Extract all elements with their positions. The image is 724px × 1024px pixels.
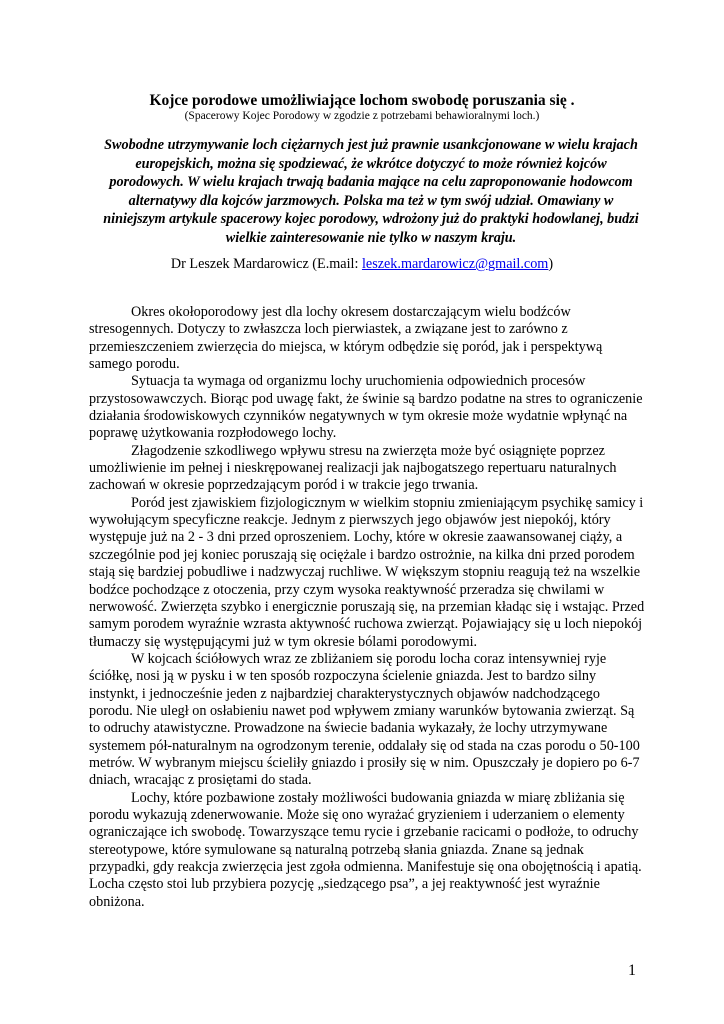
page-subtitle: (Spacerowy Kojec Porodowy w zgodzie z potrzebami behawioralnymi loch.): [184, 110, 540, 122]
author-line: [0, 255, 724, 273]
author-suffix: ): [548, 256, 554, 272]
author-name: Dr Leszek Mardarowicz (E.mail:: [170, 256, 362, 272]
article-body: [89, 304, 645, 911]
paragraph-5: W kojcach ściółowych wraz ze zbliżaniem się porodu locha coraz intensywniej ryje ściółkę, nosi ją w pysku i w ten sposób rozpoczyna ścielenie gniazda. Jest to bardzo silny instynkt, i jednocześnie jeden z najbardziej charakterystycznych objawów nadchodzącego porodu. Nie uległ on osłabieniu nawet pod wpływem zmiany warunków bytowania zwierząt. Są to odruchy atawistyczne. Prowadzone na świecie badania wykazały, że lochy utrzymywane systemem pół-naturalnym na ogrodzonym terenie, oddalały się od stada na czas porodu o 50-100 metrów. W wybranym miejscu ścieliły gniazdo i prosiły się w nim. Opuszczały je dopiero po 6-7 dniach, wracając z prosiętami do stada.: [89, 650, 640, 789]
paragraph-2: Sytuacja ta wymaga od organizmu lochy uruchomienia odpowiednich procesów przystosowawczych. Biorąc pod uwagę fakt, że świnie są bardzo podatne na stres to ograniczenie działania środowiskowych czynników negatywnych w tym okresie może wydatnie wpłynąć na poprawę użytkowania rozpłodowego lochy.: [89, 373, 643, 442]
author-email-link[interactable]: leszek.mardarowicz@gmail.com: [361, 256, 549, 272]
paragraph-3: Złagodzenie szkodliwego wpływu stresu na zwierzęta może być osiągnięte poprzez umożliwienie im pełnej i nieskrępowanej realizacji jak najbogatszego repertuaru naturalnych zachowań w okresie poprzedzającym poród i w trakcie jego trwania.: [89, 442, 617, 494]
abstract: Swobodne utrzymywanie loch ciężarnych jest już prawnie usankcjonowane w wielu krajach europejskich, można się spodziewać, że wkrótce dotyczyć to może również kojców porodowych. W wielu krajach trwają badania mające na celu zaproponowanie hodowcom alternatywy dla kojców jarzmowych. Polska ma też w tym swój udział. Omawiany w niniejszym artykule spacerowy kojec porodowy, wdrożony już do praktyki hodowlanej, budzi wielkie zainteresowanie nie tylko w naszym kraju.: [103, 137, 639, 246]
paragraph-4: Poród jest zjawiskiem fizjologicznym w wielkim stopniu zmieniającym psychikę samicy i wywołującym specyficzne reakcje. Jednym z pierwszych jego objawów jest niepokój, który występuje już na 2 - 3 dni przed oproszeniem. Lochy, które w okresie zaawansowanej ciąży, a szczególnie pod jej koniec poruszają się ociężale i bardzo ostrożnie, na kilka dni przed porodem stają się bardziej pobudliwe i nadzwyczaj ruchliwe. W większym stopniu reagują też na wszelkie bodźce pochodzące z otoczenia, przy czym wysoka reaktywność przeradza się chwilami w nerwowość. Zwierzęta szybko i energicznie poruszają się, na przemian kładąc się i wstając. Przed samym porodem wyraźnie wzrasta aktywność ruchowa zwierząt. Pojawiający się u loch niepokój tłumaczy się występującymi już w tym okresie bólami porodowymi.: [89, 494, 645, 650]
paragraph-6: Lochy, które pozbawione zostały możliwości budowania gniazda w miarę zbliżania się porodu wykazują zdenerwowanie. Może się ono wyrażać gryzieniem i uderzaniem o elementy ograniczające ich swobodę. Towarzyszące temu rycie i grzebanie racicami o podłoże, to odruchy stereotypowe, które symulowane są naturalną potrzebą słania gniazda. Znane są jednak przypadki, gdy reakcja zwierzęcia jest zgoła odmienna. Manifestuje się ona obojętnością i apatią. Locha często stoi lub przybiera pozycję „siedzącego psa”, a jej reaktywność jest wyraźnie obniżona.: [89, 789, 642, 910]
page-title: Kojce porodowe umożliwiające lochom swobodę poruszania się .: [149, 92, 575, 109]
paragraph-1: Okres okołoporodowy jest dla lochy okresem dostarczającym wielu bodźców stresogennych. Dotyczy to zwłaszcza loch pierwiastek, a związane jest to zarówno z przemieszczeniem zwierzęcia do miejsca, w którym odbędzie się poród, jak i perspektywą samego porodu.: [89, 304, 603, 373]
page-number: 1: [628, 962, 636, 979]
